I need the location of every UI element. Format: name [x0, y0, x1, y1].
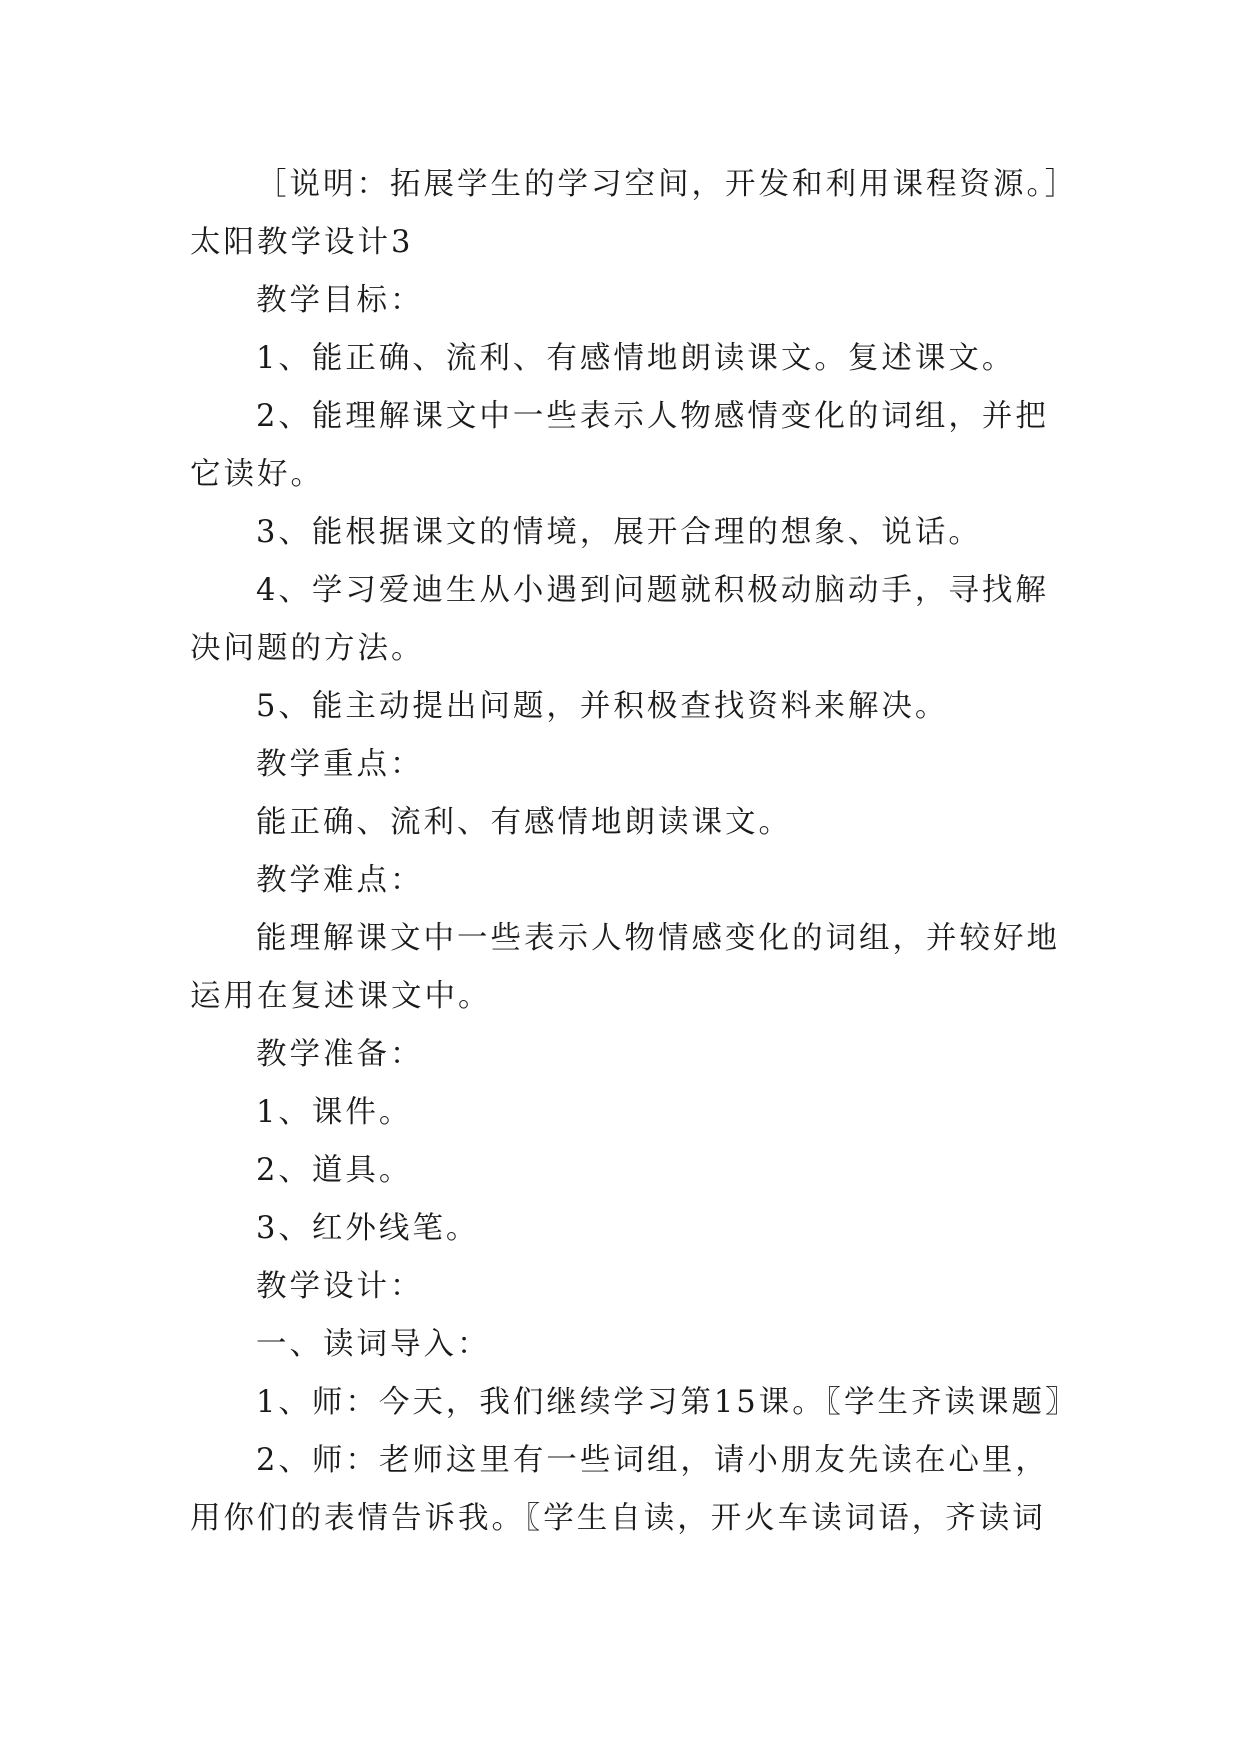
note-paragraph: ［说明：拓展学生的学习空间，开发和利用课程资源。］	[256, 167, 1079, 202]
design-substep-2: 2、师：老师这里有一些词组，请小朋友先读在心里，用你们的表情告诉我。〖学生自读，开火车读词语，齐读词	[190, 1443, 1049, 1536]
goal-item-4: 4、学习爱迪生从小遇到问题就积极动脑动手，寻找解决问题的方法。	[190, 573, 1049, 666]
section-title: 太阳教学设计3	[190, 225, 414, 260]
heading-goals: 教学目标：	[256, 283, 424, 318]
heading-key-points: 教学重点：	[256, 747, 424, 782]
goal-item-2: 2、能理解课文中一些表示人物感情变化的词组，并把它读好。	[190, 399, 1049, 492]
preparation-item-2: 2、道具。	[256, 1153, 413, 1188]
difficulty-text: 能理解课文中一些表示人物情感变化的词组，并较好地运用在复述课文中。	[190, 921, 1060, 1014]
preparation-item-3: 3、红外线笔。	[256, 1211, 480, 1246]
document-body	[190, 156, 1079, 1548]
goal-item-5: 5、能主动提出问题，并积极查找资料来解决。	[256, 689, 949, 724]
goal-item-1: 1、能正确、流利、有感情地朗读课文。复述课文。	[256, 341, 1016, 376]
heading-preparation: 教学准备：	[256, 1037, 424, 1072]
design-step-1: 一、读词导入：	[256, 1327, 491, 1362]
design-substep-1: 1、师：今天，我们继续学习第15课。〖学生齐读课题〗	[256, 1385, 1079, 1420]
goal-item-3: 3、能根据课文的情境，展开合理的想象、说话。	[256, 515, 982, 550]
heading-difficulties: 教学难点：	[256, 863, 424, 898]
preparation-item-1: 1、课件。	[256, 1095, 413, 1130]
key-point-text: 能正确、流利、有感情地朗读课文。	[256, 805, 792, 840]
heading-design: 教学设计：	[256, 1269, 424, 1304]
